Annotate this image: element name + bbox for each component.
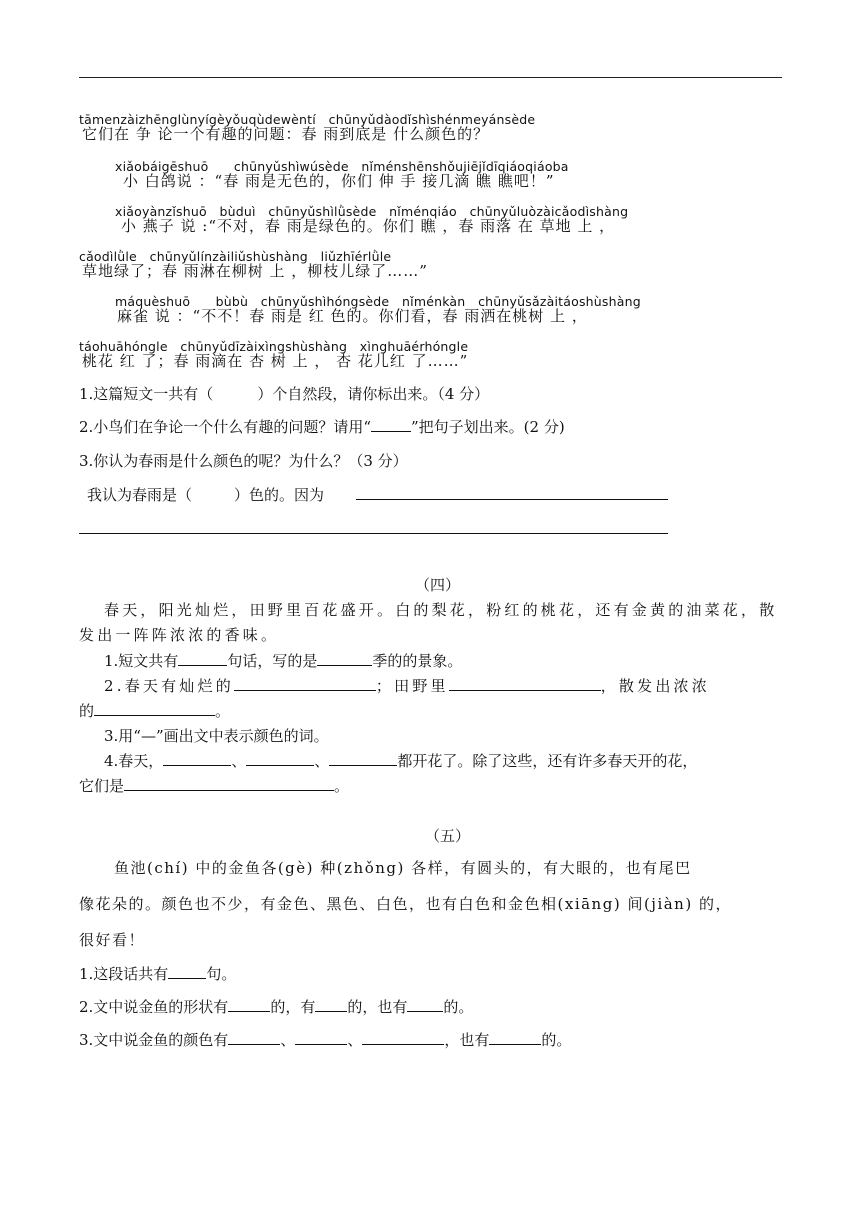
question-3-3: 3.你认为春雨是什么颜色的呢？为什么？（3 分） [79, 452, 408, 470]
passage-5-line-1: 鱼池(chí) 中的金鱼各(gè) 种(zhǒng) 各样，有圆头的，有大眼的，也有尾巴 [114, 859, 692, 877]
text-line-6: 桃花 红 了；春 雨滴在 杏 树 上 ， 杏 花儿红 了……” [82, 352, 469, 370]
question-text: 。 [215, 702, 231, 720]
answer-blank[interactable] [407, 997, 443, 1012]
question-text: ，散发出浓浓 [600, 677, 710, 695]
pinyin-line-5: máquèshuō bùbù chūnyǔshìhóngsède nǐménkàn chūnyǔsǎzàitáoshùshàng [115, 294, 641, 309]
question-3-2 [79, 416, 565, 437]
question-text: 3.文中说金鱼的颜色有 [79, 1031, 229, 1049]
question-text: 都开花了。除了这些，还有许多春天开的花， [397, 752, 698, 770]
answer-blank[interactable] [295, 1030, 347, 1045]
question-text: 句。 [206, 965, 237, 983]
question-text: 2.文中说金鱼的形状有 [79, 998, 229, 1016]
question-text: 的，也有 [347, 998, 408, 1016]
pinyin-line-2: xiǎobáigēshuō chūnyǔshìwúsède nǐménshēnshǒujiējǐdīqiáoqiáoba [115, 159, 569, 174]
question-5-3 [79, 1029, 571, 1050]
pinyin-line-3: xiǎoyànzǐshuō bùduì chūnyǔshìlǜsède nǐménqiáo chūnyǔluòzàicǎodìshàng [115, 204, 629, 219]
question-text: 4.春天， [104, 752, 164, 770]
answer-blank[interactable] [371, 417, 411, 432]
question-text: ；田野里 [375, 677, 449, 695]
section-title-4: （四） [415, 576, 461, 594]
question-text: 。 [334, 777, 350, 795]
question-text: ”把句子划出来。(2 分) [410, 418, 565, 436]
question-4-4-cont [79, 775, 349, 796]
separator: 、 [347, 1031, 363, 1049]
answer-line-3-3 [87, 484, 324, 505]
question-text: 季的的景象。 [372, 652, 463, 670]
text-line-2: 小 白鸽说 ：“春 雨是无色的，你们 伸 手 接几滴 瞧 瞧吧！” [123, 172, 555, 190]
question-text: 我认为春雨是（ [87, 486, 193, 504]
answer-blank[interactable] [489, 1030, 541, 1045]
answer-blank[interactable] [163, 751, 231, 766]
text-line-1: 它们在 争 论一个有趣的问题：春 雨到底是 什么颜色的？ [82, 125, 490, 143]
pinyin-line-1: tāmenzàizhēnglùnyígèyǒuqùdewèntí chūnyǔdàodǐshìshénmeyánsède [79, 112, 536, 127]
question-text: 1.短文共有 [104, 652, 179, 670]
answer-blank[interactable] [168, 964, 206, 979]
answer-blank[interactable] [228, 997, 270, 1012]
text-line-3: 小 燕子 说 :“不对，春 雨是绿色的。你们 瞧 ，春 雨落 在 草地 上 ， [121, 217, 616, 235]
answer-blank[interactable] [362, 1030, 444, 1045]
question-text: ）个自然段，请你标出来。（4 分） [257, 385, 490, 403]
passage-4-line-2: 发出一阵阵浓浓的香味。 [79, 626, 280, 644]
answer-blank[interactable] [234, 676, 376, 691]
question-3-1 [79, 383, 489, 404]
question-4-4 [104, 750, 697, 771]
question-text: 的 [79, 702, 95, 720]
question-4-2 [104, 675, 710, 696]
question-text: ）色的。因为 [234, 486, 325, 504]
answer-blank[interactable] [449, 676, 601, 691]
question-text: 1.这段话共有 [79, 965, 169, 983]
answer-blank[interactable] [124, 776, 334, 791]
section-title-5: （五） [425, 827, 471, 845]
question-text: 句话，写的是 [227, 652, 318, 670]
separator: 、 [231, 752, 247, 770]
question-text: 它们是 [79, 777, 125, 795]
question-text: 的。 [541, 1031, 572, 1049]
passage-5-line-3: 很好看！ [79, 931, 146, 949]
answer-blank[interactable] [315, 997, 347, 1012]
pinyin-line-4: cǎodìlǜle chūnyǔlínzàiliǔshùshàng liǔzhīérlǜle [79, 249, 392, 264]
passage-5-line-2: 像花朵的。颜色也不少，有金色、黑色、白色，也有白色和金色相(xiāng) 间(jiàn) 的， [79, 895, 732, 913]
text-line-4: 草地绿了；春 雨淋在柳树 上 ，柳枝儿绿了……” [82, 262, 428, 280]
question-4-1 [104, 650, 462, 671]
answer-blank[interactable] [228, 1030, 280, 1045]
question-4-3: 3.用“—”画出文中表示颜色的词。 [104, 727, 329, 745]
answer-blank[interactable] [317, 651, 372, 666]
answer-blank[interactable] [94, 701, 215, 716]
separator: 、 [280, 1031, 296, 1049]
question-5-2 [79, 996, 473, 1017]
question-text: 2.小鸟们在争论一个什么有趣的问题？请用“ [79, 418, 371, 436]
answer-line[interactable] [79, 533, 668, 534]
question-text: 1.这篇短文一共有（ [79, 385, 214, 403]
question-text: 的。 [443, 998, 474, 1016]
question-text: 2.春天有灿烂的 [104, 677, 234, 695]
question-5-1 [79, 963, 236, 984]
answer-blank[interactable] [246, 751, 314, 766]
answer-line[interactable] [356, 499, 668, 500]
question-text: 的，有 [270, 998, 316, 1016]
passage-4-line-1: 春天，阳光灿烂，田野里百花盛开。白的梨花，粉红的桃花，还有金黄的油菜花，散 [104, 601, 778, 619]
question-text: ，也有 [444, 1031, 490, 1049]
text-line-5: 麻雀 说 ：“不不！春 雨是 红 色的。你们看，春 雨洒在桃树 上 ， [117, 307, 588, 325]
separator: 、 [314, 752, 330, 770]
answer-blank[interactable] [329, 751, 397, 766]
pinyin-line-6: táohuāhóngle chūnyǔdīzàixìngshùshàng xìnghuāérhóngle [79, 339, 469, 354]
top-rule [79, 77, 782, 78]
answer-blank[interactable] [178, 651, 227, 666]
question-4-2-cont [79, 700, 230, 721]
